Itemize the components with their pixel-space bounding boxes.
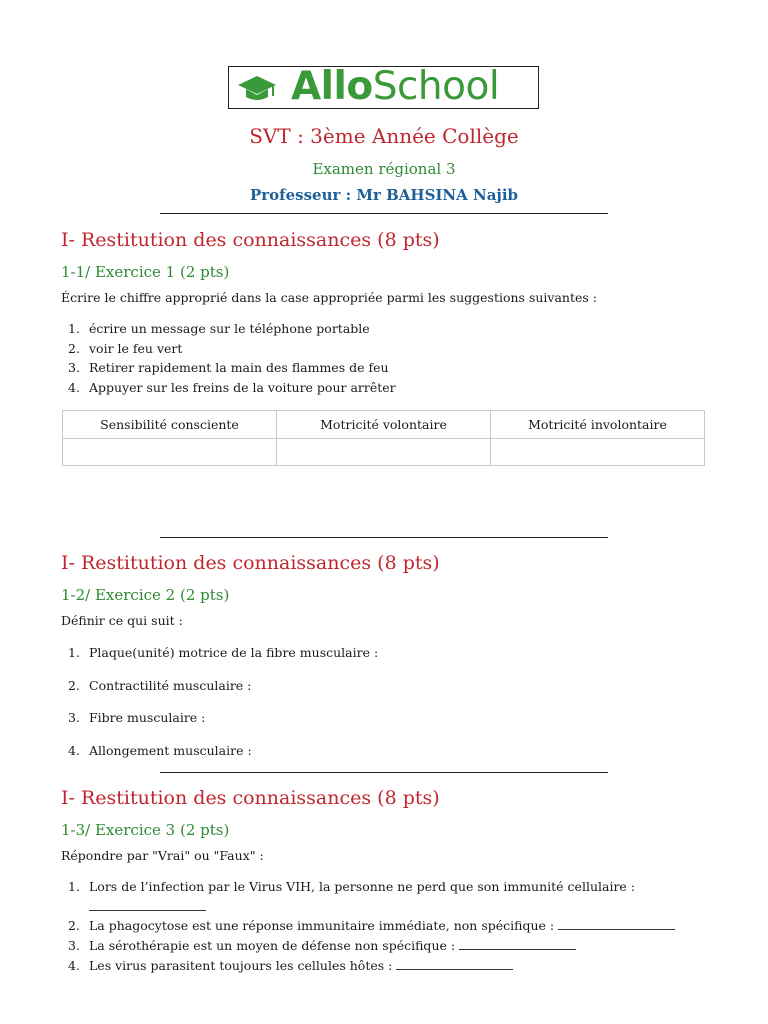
answer-cell[interactable]	[277, 439, 491, 466]
table-header-cell: Sensibilité consciente	[63, 411, 277, 439]
list-item: 1. écrire un message sur le téléphone portable	[68, 321, 370, 336]
answer-cell[interactable]	[63, 439, 277, 466]
page-title: SVT : 3ème Année Collège	[249, 124, 519, 148]
section-heading: I- Restitution des connaissances (8 pts)	[61, 552, 440, 574]
answer-cell[interactable]	[491, 439, 705, 466]
exercise-heading: 1-1/ Exercice 1 (2 pts)	[61, 263, 230, 281]
answer-blank[interactable]	[459, 939, 576, 950]
table-header-cell: Motricité volontaire	[277, 411, 491, 439]
answer-blank[interactable]	[558, 919, 675, 930]
list-item: 4. Allongement musculaire :	[68, 743, 252, 758]
list-item: 3. La sérothérapie est un moyen de défense non spécifique :	[68, 938, 576, 953]
exercise-instruction: Définir ce qui suit :	[61, 613, 183, 628]
section-heading: I- Restitution des connaissances (8 pts)	[61, 787, 440, 809]
divider	[160, 213, 608, 214]
exercise-heading: 1-2/ Exercice 2 (2 pts)	[61, 586, 230, 604]
list-item: 4. Les virus parasitent toujours les cellules hôtes :	[68, 958, 513, 973]
exercise-heading: 1-3/ Exercice 3 (2 pts)	[61, 821, 230, 839]
answer-table	[62, 410, 705, 466]
list-item: 2. Contractilité musculaire :	[68, 678, 252, 693]
exercise-instruction: Répondre par "Vrai" ou "Faux" :	[61, 848, 264, 863]
list-item: 2. voir le feu vert	[68, 341, 183, 356]
graduation-cap-icon	[237, 74, 277, 104]
list-item: 2. La phagocytose est une réponse immunitaire immédiate, non spécifique :	[68, 918, 675, 933]
list-item: 3. Retirer rapidement la main des flammes de feu	[68, 360, 389, 375]
logo-wordmark: AlloSchool	[291, 64, 500, 109]
list-item: 3. Fibre musculaire :	[68, 710, 206, 725]
divider	[160, 772, 608, 773]
table-header-cell: Motricité involontaire	[491, 411, 705, 439]
answer-blank[interactable]	[89, 900, 206, 911]
exam-subtitle: Examen régional 3	[312, 160, 456, 178]
list-item: 4. Appuyer sur les freins de la voiture pour arrêter	[68, 380, 396, 395]
alloschool-logo	[228, 66, 539, 109]
section-heading: I- Restitution des connaissances (8 pts)	[61, 229, 440, 251]
divider	[160, 537, 608, 538]
list-item: 1. Plaque(unité) motrice de la fibre musculaire :	[68, 645, 379, 660]
teacher-name: Professeur : Mr BAHSINA Najib	[249, 186, 519, 204]
answer-blank[interactable]	[396, 959, 513, 970]
list-item: 1. Lors de l’infection par le Virus VIH, la personne ne perd que son immunité cellulaire :	[68, 879, 635, 894]
exercise-instruction: Écrire le chiffre approprié dans la case appropriée parmi les suggestions suivantes :	[61, 290, 597, 305]
